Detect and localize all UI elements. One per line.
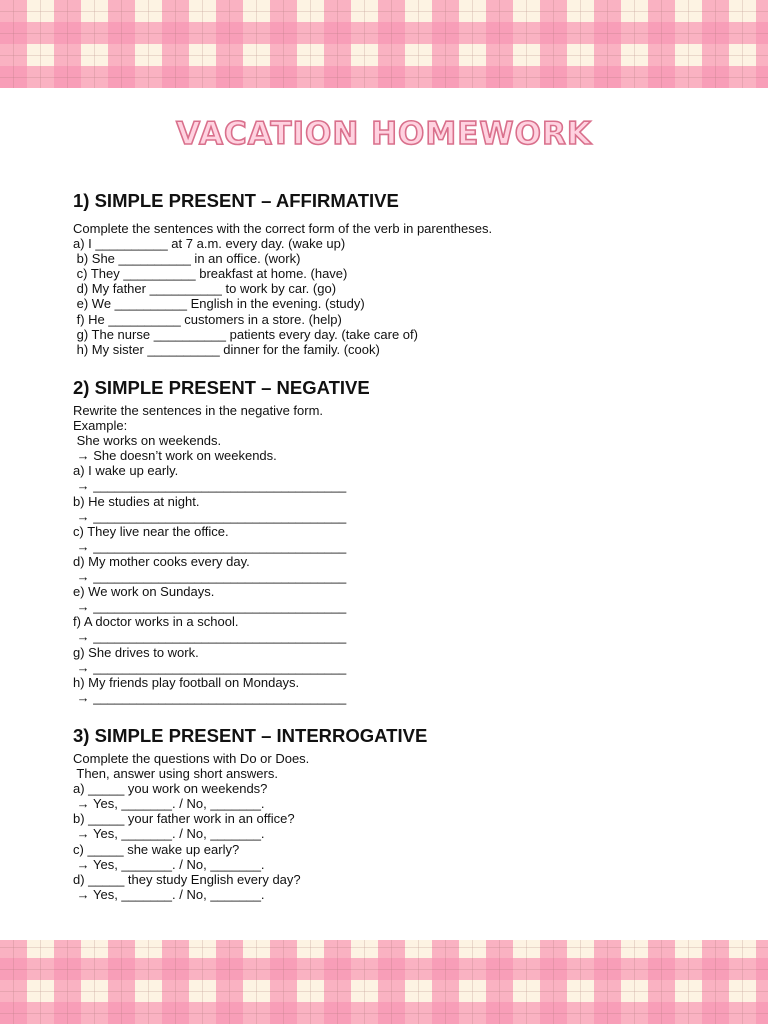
- exercise-line: g) She drives to work.: [73, 644, 199, 660]
- answer-line: → Yes, _______. / No, _______.: [73, 796, 265, 812]
- checkered-header-border: [0, 0, 768, 88]
- answer-line: → ___________________________________: [73, 478, 347, 494]
- answer-line: → Yes, _______. / No, _______.: [73, 856, 265, 872]
- exercise-lines: [73, 751, 427, 902]
- answer-line: → ___________________________________: [73, 569, 347, 585]
- exercise-line: d) My father __________ to work by car. (go): [73, 281, 337, 297]
- section-negative: [73, 375, 370, 705]
- example-answer: → She doesn’t work on weekends.: [73, 448, 277, 464]
- section-affirmative: [73, 188, 492, 357]
- answer-line: → ___________________________________: [73, 538, 347, 554]
- checkered-footer-border: [0, 940, 768, 1024]
- answer-line: → ___________________________________: [73, 508, 347, 524]
- exercise-line: c) They live near the office.: [73, 523, 229, 539]
- example-sentence: She works on weekends.: [73, 433, 222, 449]
- instruction-text: Rewrite the sentences in the negative form.: [73, 403, 324, 418]
- exercise-line: g) The nurse __________ patients every day. (take care of): [73, 326, 418, 342]
- answer-line: → ___________________________________: [73, 599, 347, 615]
- exercise-line: c) They __________ breakfast at home. (have): [73, 266, 348, 282]
- section-heading: 1) SIMPLE PRESENT – AFFIRMATIVE: [73, 190, 399, 211]
- instruction-text: Complete the sentences with the correct form of the verb in parentheses.: [73, 221, 493, 236]
- answer-line: → Yes, _______. / No, _______.: [73, 826, 265, 842]
- exercise-line: h) My friends play football on Mondays.: [73, 674, 300, 690]
- section-heading: 2) SIMPLE PRESENT – NEGATIVE: [73, 377, 370, 398]
- exercise-line: d) _____ they study English every day?: [73, 871, 301, 887]
- exercise-line: a) I wake up early.: [73, 463, 179, 479]
- exercise-line: e) We work on Sundays.: [73, 584, 215, 600]
- answer-line: → ___________________________________: [73, 659, 347, 675]
- exercise-line: b) She __________ in an office. (work): [73, 251, 301, 267]
- exercise-line: f) A doctor works in a school.: [73, 614, 239, 630]
- exercise-lines: [73, 221, 492, 357]
- exercise-lines: [73, 403, 370, 705]
- exercise-line: d) My mother cooks every day.: [73, 553, 250, 569]
- exercise-line: b) He studies at night.: [73, 493, 200, 509]
- exercise-line: h) My sister __________ dinner for the family. (cook): [73, 341, 380, 357]
- example-label: Example:: [73, 418, 128, 434]
- section-heading: 3) SIMPLE PRESENT – INTERROGATIVE: [73, 725, 428, 746]
- exercise-line: e) We __________ English in the evening. (study): [73, 296, 365, 312]
- page-title: VACATION HOMEWORK: [176, 116, 592, 152]
- exercise-line: a) I __________ at 7 a.m. every day. (wake up): [73, 236, 346, 252]
- exercise-line: a) _____ you work on weekends?: [73, 781, 268, 797]
- answer-line: → Yes, _______. / No, _______.: [73, 886, 265, 902]
- instruction-text: Then, answer using short answers.: [73, 766, 278, 782]
- exercise-line: f) He __________ customers in a store. (help): [73, 311, 342, 327]
- exercise-line: c) _____ she wake up early?: [73, 841, 240, 857]
- answer-line: → ___________________________________: [73, 689, 347, 705]
- section-interrogative: [73, 723, 427, 902]
- instruction-text: Complete the questions with Do or Does.: [73, 751, 310, 766]
- answer-line: → ___________________________________: [73, 629, 347, 645]
- exercise-line: b) _____ your father work in an office?: [73, 811, 295, 827]
